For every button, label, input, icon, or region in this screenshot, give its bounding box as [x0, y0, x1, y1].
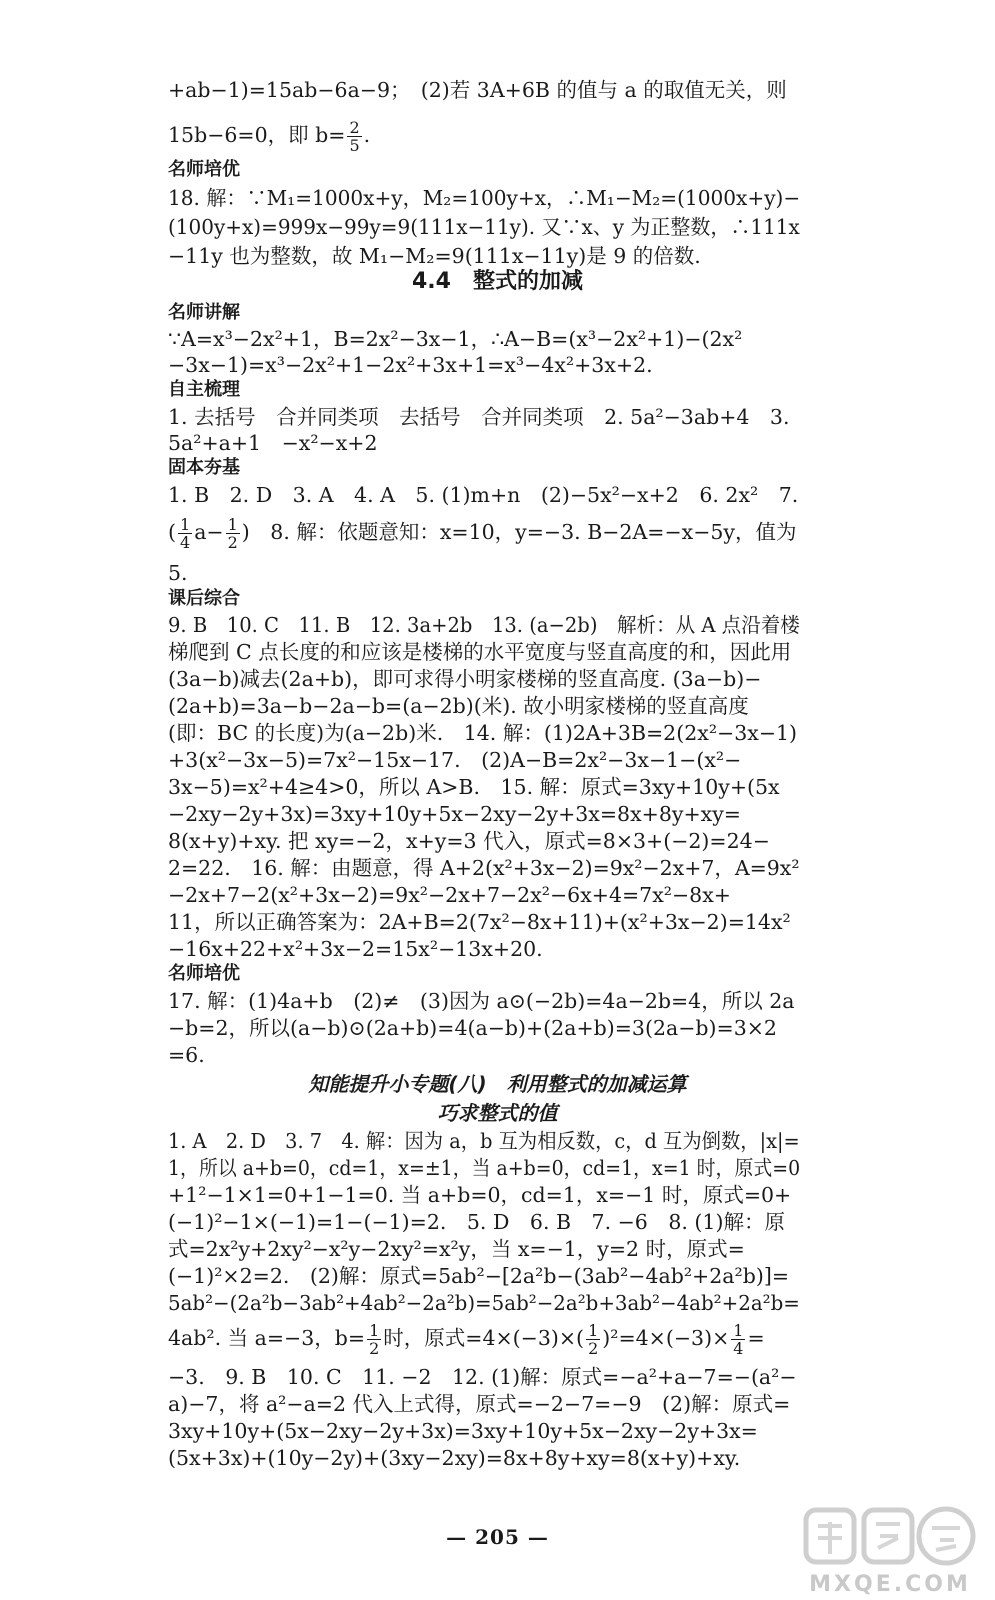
text-line: (3a−b)减去(2a+b)，即可求得小明家楼梯的竖直高度. (3a−b)− — [168, 667, 762, 691]
fraction-denominator: 4 — [180, 533, 191, 552]
text-fragment: ) 8. 解：依题意知：x=10，y=−3. B−2A=−x−5y，值为 — [241, 520, 797, 544]
text-fragment: 4ab². 当 a=−3，b= — [168, 1326, 366, 1350]
fraction — [367, 1322, 381, 1357]
text-line: 1. A 2. D 3. 7 4. 解：因为 a，b 互为相反数，c，d 互为倒数，|x|= — [168, 1129, 800, 1153]
text-line: −11y 也为整数，故 M₁−M₂=9(111x−11y)是 9 的倍数. — [168, 244, 701, 268]
fraction-numerator: 1 — [227, 515, 238, 534]
fraction-numerator: 1 — [588, 1321, 599, 1340]
text-fragment: ( — [168, 520, 176, 544]
text-fragment: )²=4×(−3)× — [602, 1326, 730, 1350]
fraction-denominator: 5 — [349, 136, 360, 155]
fraction-numerator: 1 — [369, 1321, 380, 1340]
text-line: 5. — [168, 561, 188, 585]
text-line: 18. 解：∵M₁=1000x+y，M₂=100y+x，∴M₁−M₂=(1000x+y)− — [168, 186, 801, 210]
fraction-numerator: 1 — [180, 515, 191, 534]
text-line: 2=22. 16. 解：由题意，得 A+2(x²+3x−2)=9x²−2x+7，A=9x² — [168, 856, 800, 880]
text-line: 3xy+10y+(5x−2xy−2y+3x)=3xy+10y+5x−2xy−2y+3x= — [168, 1419, 758, 1443]
text-fragment: a− — [194, 520, 224, 544]
text-line: 17. 解：(1)4a+b (2)≠ (3)因为 a⊙(−2b)=4a−2b=4，所以 2a — [168, 989, 795, 1013]
text-line: −2x+7−2(x²+3x−2)=9x²−2x+7−2x²−6x+4=7x²−8x+ — [168, 883, 731, 907]
text-line: 1，所以 a+b=0，cd=1，x=±1，当 a+b=0，cd=1，x=1 时，原式=0 — [168, 1156, 801, 1180]
text-line: −3. 9. B 10. C 11. −2 12. (1)解：原式=−a²+a−7=−(a²− — [168, 1365, 797, 1389]
text-fragment: 15b−6=0，即 b= — [168, 123, 346, 147]
section-heading: 课后综合 — [168, 588, 240, 609]
fraction — [226, 516, 240, 551]
fraction — [347, 119, 361, 154]
text-line: 梯爬到 C 点长度的和应该是楼梯的水平宽度与竖直高度的和，因此用 — [168, 640, 792, 664]
page-number: — 205 — — [446, 1525, 549, 1549]
fraction-denominator: 4 — [733, 1339, 744, 1358]
fraction-numerator: 2 — [349, 118, 360, 137]
text-line: 8(x+y)+xy. 把 xy=−2，x+y=3 代入，原式=8×3+(−2)=24− — [168, 829, 770, 853]
text-line: 式=2x²y+2xy²−x²y−2xy²=x²y，当 x=−1，y=2 时，原式= — [168, 1237, 745, 1261]
text-line: ∵A=x³−2x²+1，B=2x²−3x−1，∴A−B=(x³−2x²+1)−(2x² — [168, 327, 743, 351]
fraction-numerator: 1 — [733, 1321, 744, 1340]
text-fragment: . — [363, 123, 371, 147]
section-title: 4.4 整式的加减 — [412, 269, 583, 294]
text-line: 5a²+a+1 −x²−x+2 — [168, 431, 378, 455]
text-line: +3(x²−3x−5)=7x²−15x−17. (2)A−B=2x²−3x−1−(x²− — [168, 748, 742, 772]
text-line — [168, 1322, 798, 1357]
fraction-denominator: 2 — [369, 1339, 380, 1358]
text-line: −3x−1)=x³−2x²+1−2x²+3x+1=x³−4x²+3x+2. — [168, 353, 653, 377]
text-line: (2a+b)=3a−b−2a−b=(a−2b)(米). 故小明家楼梯的竖直高度 — [168, 694, 749, 718]
text-line: +ab−1)=15ab−6a−9； (2)若 3A+6B 的值与 a 的取值无关，则 — [168, 78, 787, 102]
text-line — [168, 516, 798, 551]
text-line: (−1)²−1×(−1)=1−(−1)=2. 5. D 6. B 7. −6 8. (1)解：原 — [168, 1210, 785, 1234]
text-line: a)−7，将 a²−a=2 代入上式得，原式=−2−7=−9 (2)解：原式= — [168, 1392, 791, 1416]
section-heading: 固本夯基 — [168, 457, 240, 478]
text-line: (100y+x)=999x−99y=9(111x−11y). 又∵x、y 为正整数，∴111x — [168, 215, 800, 239]
fraction — [586, 1322, 600, 1357]
text-line: 3x−5)=x²+4≥4>0，所以 A>B. 15. 解：原式=3xy+10y+(5x — [168, 775, 780, 799]
text-fragment: 时，原式=4×(−3)×( — [383, 1326, 585, 1350]
text-line: 11，所以正确答案为：2A+B=2(7x²−8x+11)+(x²+3x−2)=14x² — [168, 910, 791, 934]
section-heading: 自主梳理 — [168, 379, 240, 400]
text-fragment: = — [747, 1326, 765, 1350]
topic-title: 知能提升小专题(八) 利用整式的加减运算 — [308, 1072, 687, 1096]
watermark-text: MXQE.COM — [809, 1572, 971, 1597]
section-heading: 名师培优 — [168, 159, 240, 180]
text-line: 1. B 2. D 3. A 4. A 5. (1)m+n (2)−5x²−x+2 6. 2x² 7. — [168, 483, 799, 507]
text-line: 1. 去括号 合并同类项 去括号 合并同类项 2. 5a²−3ab+4 3. — [168, 405, 790, 429]
fraction — [731, 1322, 745, 1357]
text-line — [168, 119, 798, 154]
text-line: +1²−1×1=0+1−1=0. 当 a+b=0，cd=1，x=−1 时，原式=0+ — [168, 1183, 792, 1207]
text-line: (即：BC 的长度)为(a−2b)米. 14. 解：(1)2A+3B=2(2x²−3x−1) — [168, 721, 798, 745]
topic-subtitle: 巧求整式的值 — [437, 1101, 558, 1125]
text-line: 9. B 10. C 11. B 12. 3a+2b 13. (a−2b) 解析：从 A 点沿着楼 — [168, 613, 800, 637]
text-line: −2xy−2y+3x)=3xy+10y+5x−2xy−2y+3x=8x+8y+xy= — [168, 802, 741, 826]
section-heading: 名师培优 — [168, 963, 240, 984]
text-line: −b=2，所以(a−b)⊙(2a+b)=4(a−b)+(2a+b)=3(2a−b)=3×2 — [168, 1016, 777, 1040]
text-line: =6. — [168, 1043, 205, 1067]
section-heading: 名师讲解 — [168, 302, 240, 323]
fraction-denominator: 2 — [227, 533, 238, 552]
text-line: 5ab²−(2a²b−3ab²+4ab²−2a²b)=5ab²−2a²b+3ab²−4ab²+2a²b= — [168, 1291, 800, 1315]
text-line: −16x+22+x²+3x−2=15x²−13x+20. — [168, 937, 543, 961]
fraction — [178, 516, 192, 551]
text-line: (5x+3x)+(10y−2y)+(3xy−2xy)=8x+8y+xy=8(x+y)+xy. — [168, 1446, 741, 1470]
fraction-denominator: 2 — [588, 1339, 599, 1358]
text-line: (−1)²×2=2. (2)解：原式=5ab²−[2a²b−(3ab²−4ab²+2a²b)]= — [168, 1264, 790, 1288]
